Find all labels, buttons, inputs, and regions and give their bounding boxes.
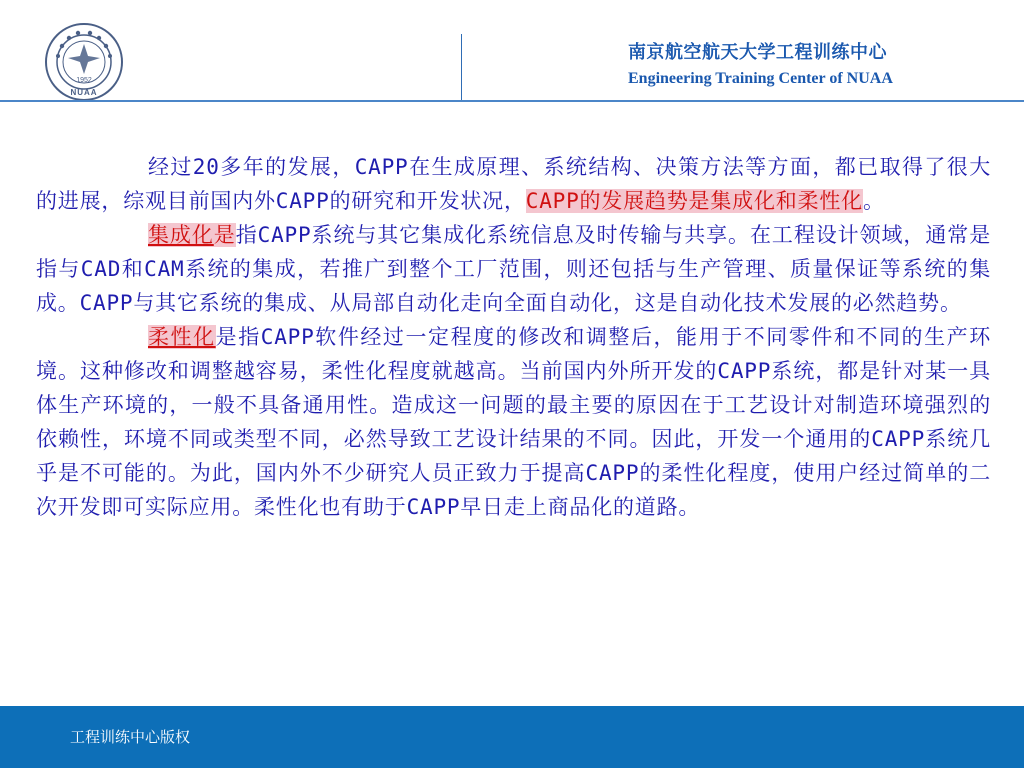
paragraph-overview bbox=[36, 150, 991, 218]
slide-header bbox=[0, 0, 1024, 104]
header-divider-horizontal bbox=[0, 100, 1024, 102]
nuaa-seal-icon bbox=[44, 22, 124, 102]
term-integration-tail: 是 bbox=[213, 223, 236, 247]
seal-year-text: 1952 bbox=[76, 77, 92, 84]
seal-abbr-text: NUAA bbox=[70, 88, 98, 97]
flexibility-text: 是指CAPP软件经过一定程度的修改和调整后，能用于不同零件和不同的生产环境。这种修改和调整越容易，柔性化程度就越高。当前国内外所开发的CAPP系统，都是针对某一具体生产环境的，一般不具备通用性。造成这一问题的最主要的原因在于工艺设计对制造环境强烈的依赖性，环境不同或类型不同，必然导致工艺设计结果的不同。因此，开发一个通用的CAPP系统几乎是不可能的。为此，国内外不少研究人员正致力于提高CAPP的柔性化程度，使用户经过简单的二次开发即可实际应用。柔性化也有助于CAPP早日走上商品化的道路。 bbox=[36, 325, 991, 519]
header-divider-vertical bbox=[461, 34, 462, 100]
slide-body bbox=[36, 150, 991, 524]
org-name-en: Engineering Training Center of NUAA bbox=[628, 70, 893, 87]
paragraph-integration bbox=[36, 218, 991, 320]
term-flexibility: 柔性化 bbox=[148, 325, 216, 349]
trend-highlight: CAPP的发展趋势是集成化和柔性化 bbox=[525, 189, 863, 213]
overview-end: 。 bbox=[862, 189, 885, 213]
footer-copyright: 工程训练中心版权 bbox=[70, 728, 191, 746]
term-integration: 集成化 bbox=[148, 223, 214, 247]
overview-text: 经过20多年的发展，CAPP在生成原理、系统结构、决策方法等方面，都已取得了很大的进展，综观目前国内外CAPP的研究和开发状况， bbox=[36, 155, 991, 213]
org-name-cn: 南京航空航天大学工程训练中心 bbox=[628, 42, 887, 63]
integration-text: 指CAPP系统与其它集成化系统信息及时传输与共享。在工程设计领域，通常是指与CAD和CAM系统的集成，若推广到整个工厂范围，则还包括与生产管理、质量保证等系统的集成。CAPP与其它系统的集成、从局部自动化走向全面自动化，这是自动化技术发展的必然趋势。 bbox=[36, 223, 992, 315]
slide-footer bbox=[0, 706, 1024, 768]
paragraph-flexibility bbox=[36, 320, 991, 524]
